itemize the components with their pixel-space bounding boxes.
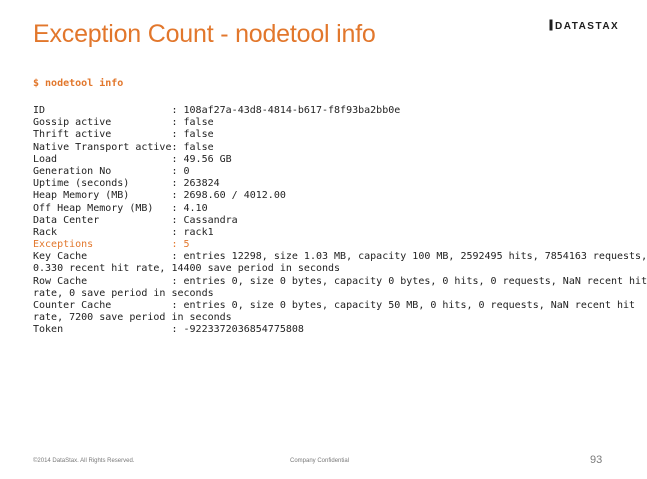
output-line: Off Heap Memory (MB) : 4.10 bbox=[33, 202, 208, 214]
output-line: rate, 0 save period in seconds bbox=[33, 287, 214, 299]
output-line: Load : 49.56 GB bbox=[33, 153, 232, 165]
footer-confidential: Company Confidential bbox=[290, 458, 350, 464]
output-line: Row Cache : entries 0, size 0 bytes, capacity 0 bytes, 0 hits, 0 requests, NaN recent hit bbox=[33, 275, 647, 287]
output-line: Generation No : 0 bbox=[33, 165, 190, 177]
output-line: Data Center : Cassandra bbox=[33, 214, 238, 226]
logo-wordmark: DATASTAX bbox=[555, 21, 620, 32]
output-line: Counter Cache : entries 0, size 0 bytes, capacity 50 MB, 0 hits, 0 requests, NaN recent hit bbox=[33, 300, 636, 311]
output-line: Token : -9223372036854775808 bbox=[33, 324, 304, 336]
output-line: Key Cache : entries 12298, size 1.03 MB, capacity 100 MB, 2592495 hits, 7854163 requests, bbox=[33, 251, 647, 263]
datastax-logo bbox=[549, 18, 620, 32]
output-line: Gossip active : false bbox=[33, 117, 214, 129]
slide-title: Exception Count - nodetool info bbox=[33, 20, 376, 48]
page-number: 93 bbox=[590, 454, 603, 466]
output-line: ID : 108af27a-43d8-4814-b617-f8f93ba2bb0e bbox=[33, 105, 401, 116]
output-line: rate, 7200 save period in seconds bbox=[33, 312, 232, 324]
output-line: 0.330 recent hit rate, 14400 save period in seconds bbox=[33, 263, 341, 275]
footer-copyright: ©2014 DataStax. All Rights Reserved. bbox=[33, 458, 135, 464]
output-line: Heap Memory (MB) : 2698.60 / 4012.00 bbox=[33, 190, 286, 202]
output-line-exceptions: Exceptions : 5 bbox=[33, 239, 190, 251]
output-line: Uptime (seconds) : 263824 bbox=[33, 178, 220, 190]
command-line: $ nodetool info bbox=[33, 78, 124, 89]
output-line: Native Transport active: false bbox=[33, 141, 214, 153]
nodetool-output bbox=[33, 105, 647, 337]
output-line: Rack : rack1 bbox=[33, 226, 214, 238]
output-line: Thrift active : false bbox=[33, 129, 214, 141]
